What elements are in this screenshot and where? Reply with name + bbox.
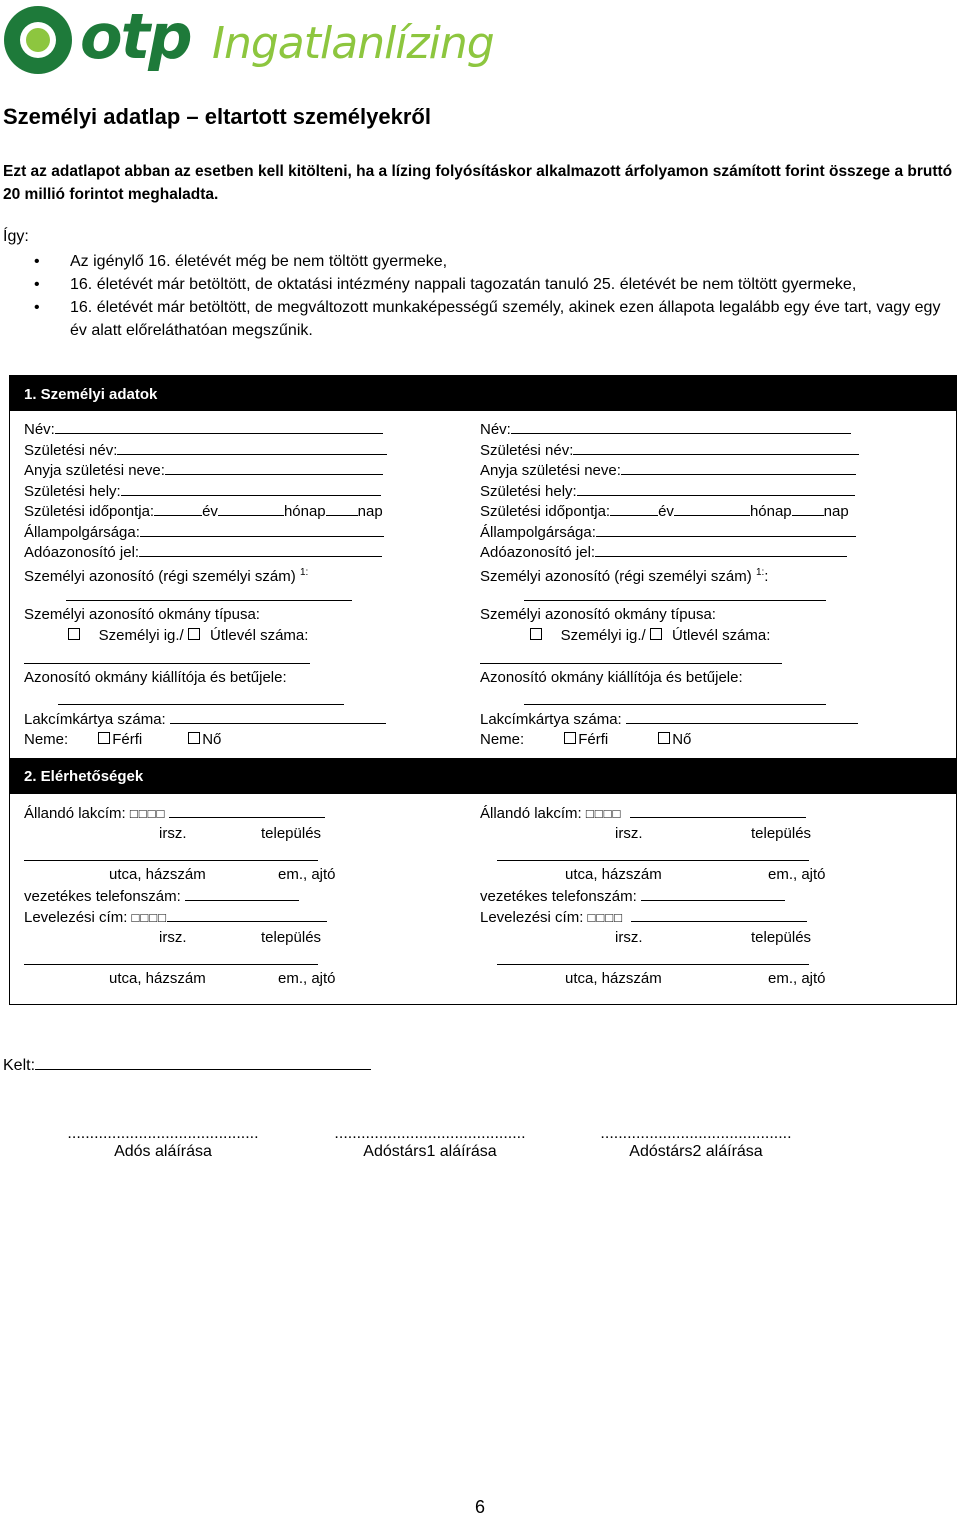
irsz-label: irsz. [159,825,187,842]
okmany-type-options-2: Személyi ig./ Útlevél száma: [530,626,770,646]
logo-product-text: Ingatlanlízing [212,18,494,69]
section-heading-personal: 1. Személyi adatok [10,376,956,411]
bullet-icon: • [34,299,40,316]
allampolgarsag-field-1[interactable]: Állampolgársága: [24,522,384,543]
ferfi-checkbox-2[interactable] [564,732,576,744]
irsz-label: irsz. [615,929,643,946]
telepules-label: település [261,929,322,946]
szuletesi-ido-field-1[interactable]: Születési időpontja: év hónap nap [24,503,383,520]
szuletesi-hely-field-2[interactable]: Születési hely: [480,481,855,502]
bullet-icon: • [34,253,40,270]
szemelyi-azonosito-label-2: Személyi azonosító (régi személyi szám) $^{1:}$: [480,567,769,585]
telepules-label: település [751,825,812,842]
kelt-field[interactable]: Kelt: [3,1055,371,1075]
page-number: 6 [474,1497,485,1517]
signature-label: Adós aláírása [114,1143,212,1160]
logo-brand-text: otp [80,0,191,73]
irsz-boxes[interactable]: □□□□ [587,910,623,925]
adoazonosito-field-2[interactable]: Adóazonosító jel: [480,542,847,563]
szuletesi-ido-field-2[interactable]: Születési időpontja: év hónap nap [480,503,849,520]
utlevel-checkbox-2[interactable] [650,628,662,640]
szemelyi-azonosito-line-2[interactable] [524,600,826,601]
signature-ados [58,1125,268,1161]
utlevel-checkbox-1[interactable] [188,628,200,640]
anyja-neve-field-1[interactable]: Anyja születési neve: [24,460,383,481]
em-ajto-label: em., ajtó [768,970,826,987]
szuletesi-nev-field-2[interactable]: Születési név: [480,440,859,461]
signature-line[interactable]: ........................................... [600,1125,792,1142]
list-item-text: Az igénylő 16. életévét még be nem töltött gyermeke, [70,253,448,270]
kiallito-line-1[interactable] [58,704,344,705]
list-item-text: 16. életévét már betöltött, de oktatási intézmény nappali tagozatán tanuló 25. életévét be nem töltött gyermeke, [70,276,857,293]
okmany-type-options-1: Személyi ig./ Útlevél száma: [68,626,308,646]
no-checkbox-1[interactable] [188,732,200,744]
szuletesi-hely-field-1[interactable]: Születési hely: [24,481,381,502]
irsz-boxes[interactable]: □□□□ [131,910,167,925]
intro-text: Ezt az adatlapot abban az esetben kell kitölteni, ha a lízing folyósításkor alkalmazott árfolyamon számított forint összege a bruttó 20 millió forintot meghaladta. [3,163,953,203]
lakcimkartya-field-1[interactable]: Lakcímkártya száma: [24,709,386,730]
utca-label: utca, házszám [109,866,206,883]
utca-line-2[interactable] [24,964,318,965]
okmany-tipus-label-1: Személyi azonosító okmány típusa: [24,606,260,623]
szemelyi-ig-checkbox-1[interactable] [68,628,80,640]
allando-lakcim-field-1[interactable]: Állandó lakcím: □□□□ [24,803,325,824]
allampolgarsag-field-2[interactable]: Állampolgársága: [480,522,856,543]
em-ajto-label: em., ajtó [278,866,336,883]
levelezesi-cim-field-2[interactable]: Levelezési cím: □□□□ [480,907,807,928]
okmany-szam-line-1[interactable] [24,663,310,664]
criteria-list [30,250,950,342]
page-title: Személyi adatlap – eltartott személyekről [3,104,431,129]
list-item [30,250,950,273]
list-item [30,296,950,342]
kiallito-label-2: Azonosító okmány kiállítója és betűjele: [480,669,743,686]
signature-line[interactable]: ........................................... [334,1125,526,1142]
kiallito-label-1: Azonosító okmány kiállítója és betűjele: [24,669,287,686]
kiallito-line-2[interactable] [524,704,826,705]
form-box [9,375,957,1005]
em-ajto-label: em., ajtó [278,970,336,987]
nev-field-2[interactable]: Név: [480,419,851,440]
list-item-text: 16. életévét már betöltött, de megváltozott munkaképességű személy, akinek ezen állapota legalább egy éve tart, vagy egy év alatt előreláthatóan megszűnik. [70,299,941,339]
telefon-field-1[interactable]: vezetékes telefonszám: [24,886,299,907]
irsz-label: irsz. [159,929,187,946]
telefon-field-2[interactable]: vezetékes telefonszám: [480,886,785,907]
signature-line[interactable]: ........................................... [67,1125,259,1142]
list-item [30,273,950,296]
okmany-szam-line-2[interactable] [480,663,782,664]
signature-label: Adóstárs2 aláírása [629,1143,763,1160]
lakcimkartya-field-2[interactable]: Lakcímkártya száma: [480,709,858,730]
irsz-boxes[interactable]: □□□□ [129,806,166,821]
ferfi-checkbox-1[interactable] [98,732,110,744]
telepules-label: település [751,929,812,946]
szemelyi-ig-checkbox-2[interactable] [530,628,542,640]
irsz-boxes[interactable]: □□□□ [585,806,622,821]
utca-line-4[interactable] [497,964,809,965]
szuletesi-nev-field-1[interactable]: Születési név: [24,440,387,461]
signature-adostars2 [591,1125,801,1161]
allando-lakcim-field-2[interactable]: Állandó lakcím: □□□□ [480,803,806,824]
nev-field-1[interactable]: Név: [24,419,383,440]
neme-field-2: Neme: Férfi Nő [480,731,692,748]
szemelyi-azonosito-label-1: Személyi azonosító (régi személyi szám) $^{1:}$ [24,567,309,585]
neme-field-1: Neme: Férfi Nő [24,731,222,748]
bullet-icon: • [34,276,40,293]
szemelyi-azonosito-line-1[interactable] [66,600,352,601]
utca-label: utca, házszám [565,866,662,883]
utca-label: utca, házszám [109,970,206,987]
no-checkbox-2[interactable] [658,732,670,744]
otp-ingatlanlizing-logo [0,0,540,84]
okmany-tipus-label-2: Személyi azonosító okmány típusa: [480,606,716,623]
utca-line-1[interactable] [24,860,318,861]
telepules-label: település [261,825,322,842]
signature-adostars1 [325,1125,535,1161]
em-ajto-label: em., ajtó [768,866,826,883]
anyja-neve-field-2[interactable]: Anyja születési neve: [480,460,856,481]
levelezesi-cim-field-1[interactable]: Levelezési cím: □□□□ [24,907,327,928]
irsz-label: irsz. [615,825,643,842]
utca-line-3[interactable] [497,860,809,861]
utca-label: utca, házszám [565,970,662,987]
signature-label: Adóstárs1 aláírása [363,1143,497,1160]
igy-label: Így: [3,228,29,245]
section-heading-contacts: 2. Elérhetőségek [10,758,956,794]
adoazonosito-field-1[interactable]: Adóazonosító jel: [24,542,382,563]
